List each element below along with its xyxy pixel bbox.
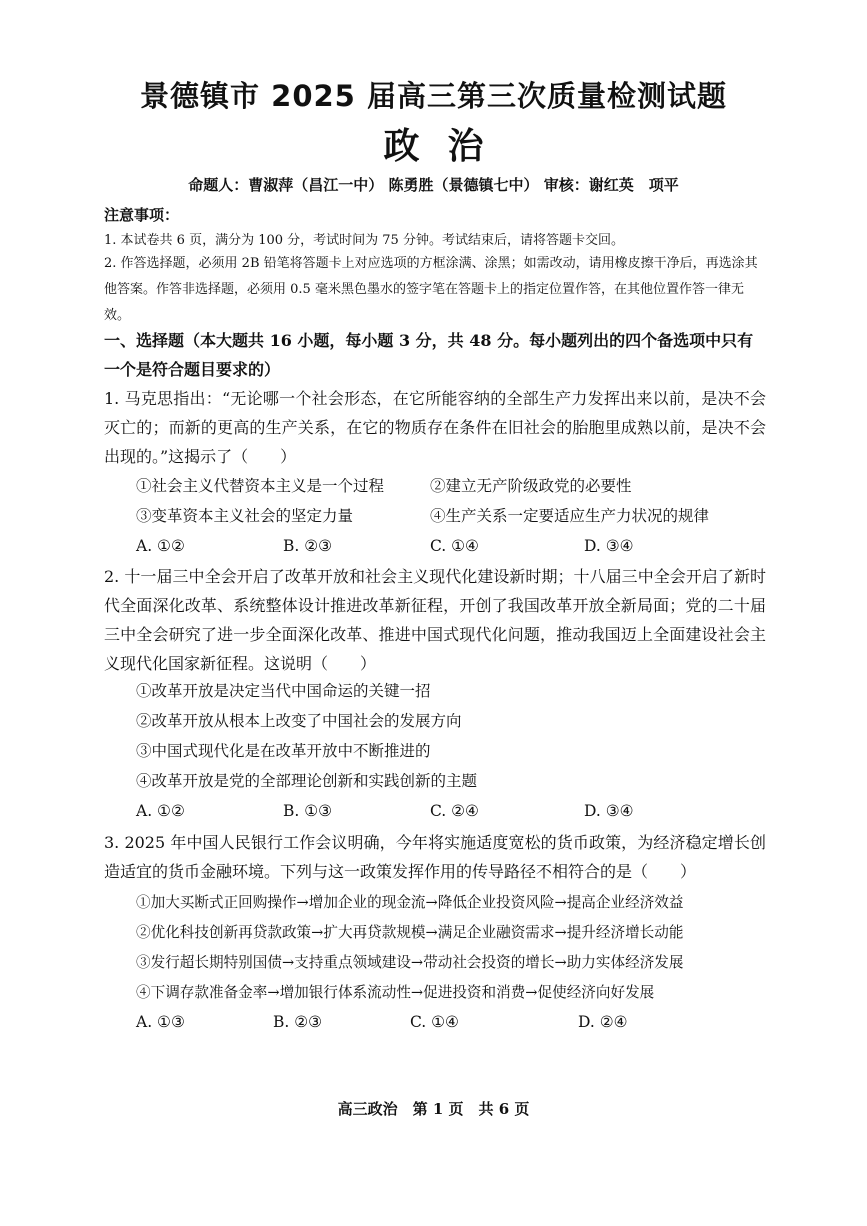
question-1-choice-a: A. ①② — [136, 537, 185, 555]
page-footer: 高三政治 第 1 页 共 6 页 — [337, 1100, 530, 1118]
question-3-stem: 3. 2025 年中国人民银行工作会议明确，今年将实施适度宽松的货币政策，为经济稳定增长创造适宜的货币金融环境。下列与这一政策发挥作用的传导路径不相符合的是（ ） — [104, 833, 766, 881]
subject-title: 政治 — [383, 126, 512, 167]
question-1-item-2: ②建立无产阶级政党的必要性 — [430, 477, 632, 495]
question-2-item-3: ③中国式现代化是在改革开放中不断推进的 — [136, 742, 431, 760]
question-1-item-1: ①社会主义代替资本主义是一个过程 — [136, 477, 385, 495]
authors-line: 命题人：曹淑萍（昌江一中） 陈勇胜（景德镇七中） 审核：谢红英 项平 — [188, 176, 679, 194]
question-3-choice-d: D. ②④ — [578, 1013, 628, 1031]
question-1-choice-c: C. ①④ — [430, 537, 479, 555]
question-3-item-3: ③发行超长期特别国债→支持重点领域建设→带动社会投资的增长→助力实体经济发展 — [136, 954, 684, 971]
question-2-stem: 2. 十一届三中全会开启了改革开放和社会主义现代化建设新时期；十八届三中全会开启了新时代全面深化改革、系统整体设计推进改革新征程，开创了我国改革开放全新局面；党的二十届三中全会研究了进一步全面深化改革、推进中国式现代化问题，推动我国迈上全面建设社会主义现代化国家新征程。这说明（ ） — [104, 567, 766, 673]
question-2-choice-a: A. ①② — [136, 802, 185, 820]
notice-item-2: 2. 作答选择题，必须用 2B 铅笔将答题卡上对应选项的方框涂满、涂黑；如需改动，请用橡皮擦干净后，再选涂其他答案。作答非选择题，必须用 0.5 毫米黑色墨水的签字笔在答题卡上的指定位置作答，在其他位置作答一律无效。 — [104, 256, 758, 323]
question-3-item-4: ④下调存款准备金率→增加银行体系流动性→促进投资和消费→促使经济向好发展 — [136, 984, 655, 1001]
question-2-item-2: ②改革开放从根本上改变了中国社会的发展方向 — [136, 712, 462, 730]
notice-item-1: 1. 本试卷共 6 页，满分为 100 分，考试时间为 75 分钟。考试结束后，请将答题卡交回。 — [104, 233, 624, 248]
question-2-item-1: ①改革开放是决定当代中国命运的关键一招 — [136, 682, 431, 700]
question-3-choice-b: B. ②③ — [273, 1013, 323, 1031]
question-2-item-4: ④改革开放是党的全部理论创新和实践创新的主题 — [136, 772, 478, 790]
question-1-stem: 1. 马克思指出：“无论哪一个社会形态，在它所能容纳的全部生产力发挥出来以前，是决不会灭亡的；而新的更高的生产关系，在它的物质存在条件在旧社会的胎胞里成熟以前，是决不会出现的。”这揭示了（ ） — [104, 389, 766, 466]
notice-heading: 注意事项： — [104, 206, 180, 224]
exam-title: 景德镇市 2025 届高三第三次质量检测试题 — [140, 79, 727, 113]
question-3-choice-a: A. ①③ — [136, 1013, 185, 1031]
question-1-choice-d: D. ③④ — [584, 537, 634, 555]
question-1-item-4: ④生产关系一定要适应生产力状况的规律 — [430, 507, 710, 525]
question-2-choice-c: C. ②④ — [430, 802, 479, 820]
question-3-choice-c: C. ①④ — [410, 1013, 459, 1031]
question-1-choice-b: B. ②③ — [283, 537, 333, 555]
question-3-item-2: ②优化科技创新再贷款政策→扩大再贷款规模→满足企业融资需求→提升经济增长动能 — [136, 924, 684, 941]
question-3-item-1: ①加大买断式正回购操作→增加企业的现金流→降低企业投资风险→提高企业经济效益 — [136, 894, 684, 911]
question-2-choice-b: B. ①③ — [283, 802, 333, 820]
question-1-item-3: ③变革资本主义社会的坚定力量 — [136, 507, 354, 525]
question-2-choice-d: D. ③④ — [584, 802, 634, 820]
section-heading: 一、选择题（本大题共 16 小题，每小题 3 分，共 48 分。每小题列出的四个备选项中只有一个是符合题目要求的） — [104, 331, 754, 379]
